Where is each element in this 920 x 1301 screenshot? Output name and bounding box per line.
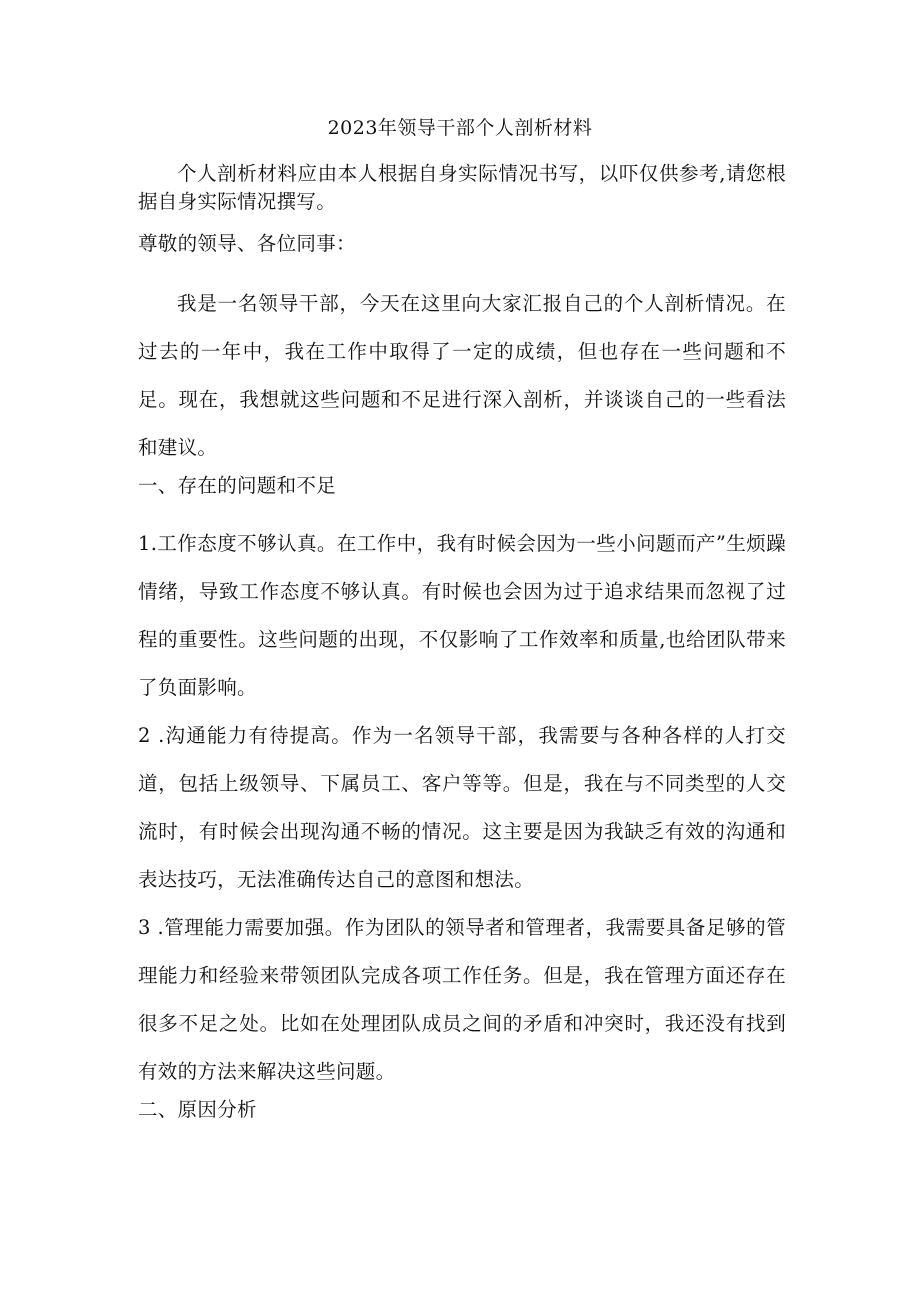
section-heading-problems: 一、存在的问题和不足 [138, 474, 337, 497]
document-title: 2023年领导干部个人剖析材料 [327, 117, 593, 139]
salutation: 尊敬的领导、各位同事： [138, 232, 356, 255]
problem-item-1: 1.工作态度不够认真。在工作中，我有时候会因为一些小问题而产”生烦躁情绪，导致工作态度不够认真。有时候也会因为过于追求结果而忽视了过程的重要性。这些问题的出现，不仅影响了工作效率和质量,也给团队带来了负面影响。 [138, 532, 786, 699]
problem-item-3: 3 .管理能力需要加强。作为团队的领导者和管理者，我需要具备足够的管理能力和经验来带领团队完成各项工作任务。但是，我在管理方面还存在很多不足之处。比如在处理团队成员之间的矛盾和冲突时，我还没有找到有效的方法来解决这些问题。 [138, 916, 786, 1083]
section-heading-causes: 二、原因分析 [138, 1098, 257, 1121]
problem-item-2: 2 .沟通能力有待提高。作为一名领导干部，我需要与各种各样的人打交道，包括上级领导、下属员工、客户等等。但是，我在与不同类型的人交流时，有时候会出现沟通不畅的情况。这主要是因为我缺乏有效的沟通和表达技巧，无法准确传达自己的意图和想法。 [138, 724, 786, 891]
opening-paragraph: 我是一名领导干部，今天在这里向大家汇报自己的个人剖析情况。在过去的一年中，我在工作中取得了一定的成绩，但也存在一些问题和不足。现在，我想就这些问题和不足进行深入剖析，并谈谈自己的一些看法和建议。 [138, 292, 786, 459]
intro-note: 个人剖析材料应由本人根据自身实际情况书写，以吓仅供参考,请您根据自身实际情况撰写。 [138, 162, 786, 213]
